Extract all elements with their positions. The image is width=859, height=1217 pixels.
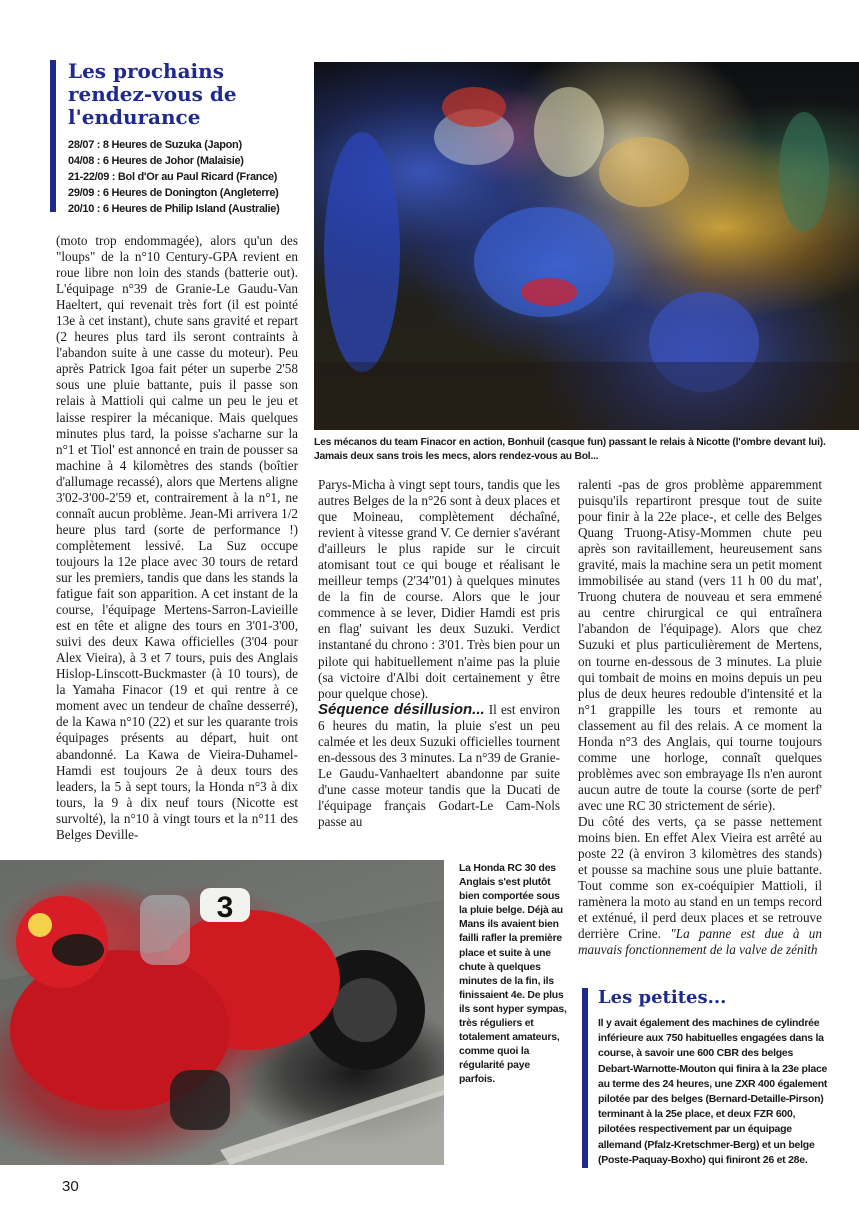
event-item: 28/07 : 8 Heures de Suzuka (Japon) — [68, 139, 242, 151]
mechanics-photo — [314, 62, 859, 430]
mechanics-photo-art — [314, 62, 859, 430]
article-text: Du côté des verts, ça se passe nettement moins bien. En effet Alex Vieira est arrêté au poste 22 (à environ 3 kilomètres des stands) et pousse sa machine sous une pluie battante. Tout comme son ex-coéquipier Mattioli, il ramènera la moto au stand en un temps record et exténué, il perd deux places et se retrouve derrière Crine. — [578, 813, 822, 942]
upcoming-events-list — [68, 137, 300, 217]
mechanics-photo-caption: Les mécanos du team Finacor en action, Bonhuil (casque fun) passant le relais à Nicotte (l'ombre devant lui). Jamais deux sans trois les mecs, alors rendez-vous au Bol... — [314, 437, 826, 462]
article-column-1 — [56, 233, 298, 843]
article-column-2 — [318, 477, 560, 830]
upcoming-events-box — [50, 59, 300, 215]
event-item: 20/10 : 6 Heures de Philip Island (Australie) — [68, 203, 280, 215]
article-paragraph: (moto trop endommagée), alors qu'un des "loups" de la n°10 Century-GPA revient en roue libre non loin des stands (batterie out). L'équipage n°39 de Granie-Le Gaudu-Van Haeltert, qui revenait très fort (il est pointé 13e à cet instant), chute sans gravité et repart (2 heures plus tard ils seront contraints à l'abandon suite à une casse du moteur). Peu après Patrick Igoa fait péter un superbe 2'58 sous une pluie battante, puis il passe son relais à Mattioli qui calme un peu le jeu et laisse respirer la mécanique. Mais quelques minutes plus tard, la poisse s'acharne sur la n°1 et Tiol' est annoncé en train de pousser sa machine à 4 kilomètres des stands (boîtier d'allumage recassé), alors que Mertens aligne 3'02-3'00-2'59 et, contrairement à la n°1, ne connaît aucun problème. Jean-Mi arrivera 1/2 heure plus tard (sorte de performance !) complètement lessivé. La Suz occupe toujours la 12e place avec 30 tours de retard sur les premiers, tandis que dans les stands la fatigue fait son apparition. A cet instant de la course, l'équipage Mertens-Sarron-Lavieille est en tête et aligne des tours en 3'01-3'00, suivi des deux Kawa officielles (3'04 pour Alex Vieira), à 3 et 7 tours, puis des Anglais Hislop-Linscott-Buckmaster (à 10 tours), de la Yamaha Finacor (19 et qui rentre à ce moment avec un tendeur de chaîne desserré), de la Kawa n°10 (22) et sur les quarante trois équipages présents au départ, huit ont abandonné. La Kawa de Vieira-Duhamel-Hamdi est toujours 2e à deux tours des leaders, la 5 à sept tours, la Honda n°3 à dix tours, la 9 à dix neuf tours (Nicotte est survolté), la n°10 à vingt tours et la n°11 des Belges Deville- — [56, 233, 298, 842]
event-item: 04/08 : 6 Heures de Johor (Malaisie) — [68, 155, 244, 167]
honda-rc30-photo-art — [0, 860, 444, 1165]
honda-rc30-photo — [0, 860, 444, 1165]
article-paragraph — [578, 814, 822, 958]
small-bikes-text: Il y avait également des machines de cylindrée inférieure aux 750 habituelles engagées dans la course, à savoir une 600 CBR des belges Debart-Warnotte-Mouton qui finira à la 23e place au terme des 24 heures, une ZXR 400 également pilotée par des belges (Bernard-Detaille-Pirson) terminant à la 25e place, et deux FZR 600, pilotées respectivement par un équipage allemand (Pfalz-Kretschmer-Berg) et un belge (Poste-Paquay-Boxho) qui finiront 26 et 28e. — [598, 1017, 828, 1166]
article-column-3 — [578, 477, 822, 958]
race-number-plate: 3 — [216, 891, 234, 924]
article-quote: "La panne est due à un mauvais fonctionnement de la valve de zénith — [578, 926, 822, 958]
article-paragraph: ralenti -pas de gros problème apparemment puisqu'ils repartiront presque tout de suite pour finir à la 22e place-, et celle des Belges Quang Truong-Atisy-Mommen chute peu après son ravitaillement, heureusement sans gravité, mais la machine sera un petit moment immobilisée au stand (vers 11 h 00 du mat', Truong chutera de nouveau et sera emmené au centre chirurgical ce qui entraînera l'abandon de l'équipage). Alors que chez Suzuki et plus particulièrement de Mertens, on tourne en-dessous de 3 minutes. La pluie qui tombait de moins en moins depuis un peu plus de deux heures redouble d'intensité et la n°1 grappille les tours et remonte au classement au fil des relais. A ce moment la Honda n°3 des Anglais, qui tourne toujours comme une horloge, connaît quelques problèmes avec son embrayage Ils n'en auront aucun autre de toute la course (sorte de perf' avec une RC 30 strictement de série). — [578, 477, 822, 813]
honda-rc30-caption: La Honda RC 30 des Anglais s'est plutôt bien comportée sous la pluie belge. Déjà au Mans ils avaient bien failli rafler la première place et suite à une chute à quelques minutes de la fin, ils finissaient 4e. De plus ils sont hyper sympas, très réguliers et totalement amateurs, comme quoi la régularité paye parfois. — [459, 863, 567, 1086]
event-item: 29/09 : 6 Heures de Donington (Angleterre) — [68, 187, 279, 199]
article-paragraph: Parys-Micha à vingt sept tours, tandis que les autres Belges de la n°26 sont à deux places et que Moineau, complètement déchaîné, revient à vitesse grand V. Ce dernier s'avérant d'ailleurs le plus rapide sur le circuit atomisant tout ce qui bouge et réalisant le meilleur temps (2'34"01) à quelques minutes de la fin de course. Alors que le jour commence à se lever, Didier Hamdi est pris en flag' suivant les deux Suzuki. Verdict instantané du chrono : 3'01. Très bien pour un pilote qui habituellement n'aime pas la pluie (sa victoire d'Albi doit certainement y être pour quelque chose). — [318, 477, 560, 701]
article-paragraph — [318, 702, 560, 830]
small-bikes-box — [582, 988, 830, 1168]
upcoming-events-title: Les prochains rendez-vous de l'endurance — [68, 59, 237, 129]
article-text: Il est environ 6 heures du matin, la pluie s'est un peu calmée et les deux Suzuki officielles tournent en-dessous des 3 minutes. La n°39 de Granie-Le Gaudu-Vanhaeltert abandonne par suite d'une casse moteur tandis que la Ducati de l'équipage français Godart-Le Cam-Nols passe au — [318, 701, 560, 829]
section-run-in-heading: Séquence désillusion... — [318, 700, 485, 718]
page-number: 30 — [62, 1178, 79, 1195]
small-bikes-title: Les petites... — [598, 987, 727, 1008]
event-item: 21-22/09 : Bol d'Or au Paul Ricard (France) — [68, 171, 278, 183]
